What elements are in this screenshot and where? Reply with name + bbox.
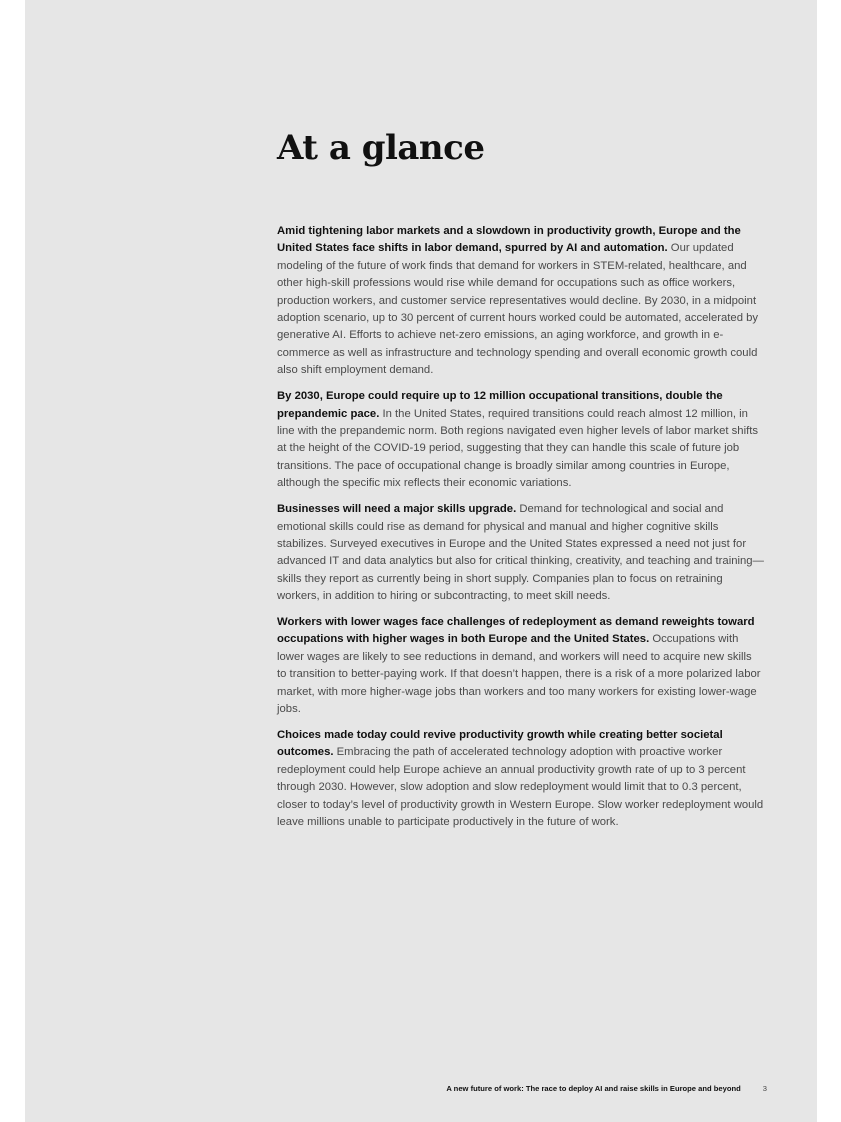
summary-paragraph xyxy=(277,727,764,831)
footer-title: A new future of work: The race to deploy AI and raise skills in Europe and beyond xyxy=(446,1084,741,1093)
page-footer xyxy=(446,1084,767,1093)
paragraph-lead: Businesses will need a major skills upgrade. xyxy=(277,503,517,516)
paragraph-lead: By 2030, Europe could require up to 12 million occupational transitions, double the prepandemic pace. xyxy=(277,390,723,420)
summary-paragraph xyxy=(277,223,764,380)
paragraph-lead: Workers with lower wages face challenges of redeployment as demand reweights toward occupations with higher wages in both Europe and the United States. xyxy=(277,616,755,646)
paragraph-lead: Choices made today could revive productivity growth while creating better societal outcomes. xyxy=(277,728,723,759)
summary-paragraph xyxy=(277,614,764,718)
summary-paragraph xyxy=(277,388,764,492)
document-page xyxy=(25,0,817,1122)
paragraph-body: Our updated modeling of the future of work finds that demand for workers in STEM-related, healthcare, and other high-skill professions would rise while demand for occupations such as office workers, production workers, and customer service representatives would decline. By 2030, in a midpoint adoption scenario, up to 30 percent of current hours worked could be automated, accelerated by generative AI. Efforts to achieve net-zero emissions, an aging workforce, and growth in e-commerce as well as infrastructure and technology spending and overall economic growth could also shift employment demand. xyxy=(277,242,759,377)
page-number: 3 xyxy=(762,1084,767,1093)
summary-paragraph xyxy=(277,501,764,605)
paragraph-body: Embracing the path of accelerated technology adoption with proactive worker redeployment could help Europe achieve an annual productivity growth rate of up to 3 percent through 2030. However, slow adoption and slow redeployment would limit that to 0.3 percent, closer to today’s level of productivity growth in Western Europe. Slow worker redeployment would leave millions unable to participate productively in the future of work. xyxy=(277,746,764,828)
paragraph-body: Occupations with lower wages are likely to see reductions in demand, and workers will need to acquire new skills to transition to better-paying work. If that doesn’t happen, there is a risk of a more polarized labor market, with more higher-wage jobs than workers and too many workers for existing lower-wage jobs. xyxy=(277,633,761,716)
summary-content xyxy=(277,223,764,840)
page-title: At a glance xyxy=(277,128,485,168)
paragraph-body: In the United States, required transitions could reach almost 12 million, in line with the prepandemic norm. Both regions navigated even higher levels of labor market shifts at the height of the COVID-19 period, suggesting that they can handle this scale of future job transitions. The pace of occupational change is broadly similar among countries in Europe, although the specific mix reflects their economic variations. xyxy=(277,407,759,490)
paragraph-lead: Amid tightening labor markets and a slowdown in productivity growth, Europe and the United States face shifts in labor demand, spurred by AI and automation. xyxy=(277,225,741,255)
paragraph-body: Demand for technological and social and emotional skills could rise as demand for physical and manual and higher cognitive skills stabilizes. Surveyed executives in Europe and the United States expressed a need not just for advanced IT and data analytics but also for critical thinking, creativity, and teaching and training—skills they report as currently being in short supply. Companies plan to focus on retraining workers, in addition to hiring or subcontracting, to meet skill needs. xyxy=(277,503,764,603)
